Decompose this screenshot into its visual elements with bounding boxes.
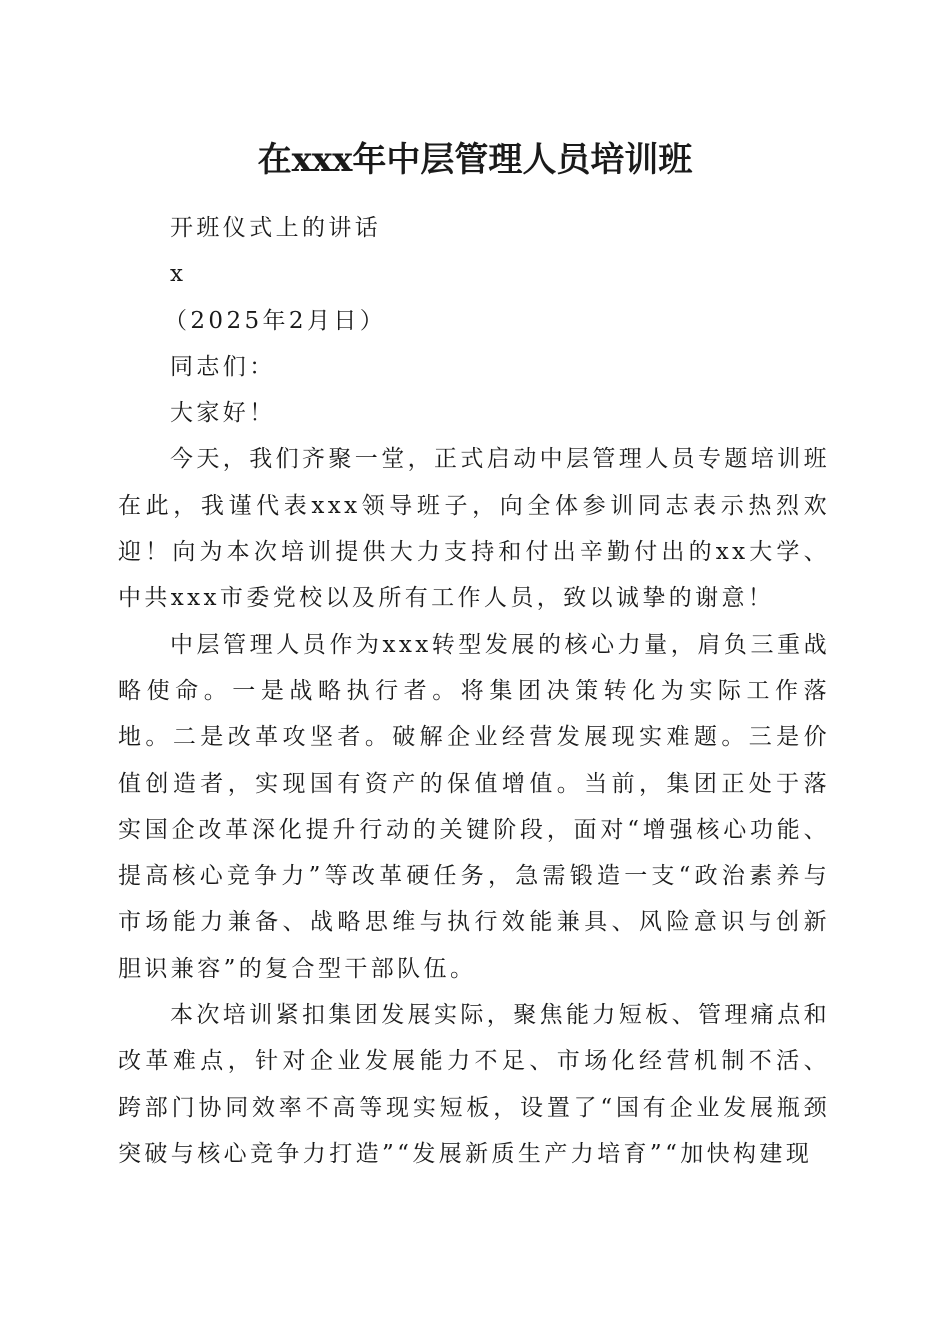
- document-body: [118, 205, 830, 1177]
- paragraph-opening: 今天，我们齐聚一堂，正式启动中层管理人员专题培训班在此，我谨代表xxx领导班子，向全体参训同志表示热烈欢迎！向为本次培训提供大力支持和付出辛勤付出的xx大学、中共xxx市委党校以及所有工作人员，致以诚挚的谢意！: [118, 446, 830, 612]
- document-subtitle: 开班仪式上的讲话: [170, 215, 382, 241]
- document-title: 在xxx年中层管理人员培训班: [257, 140, 693, 180]
- paragraph-mission: 中层管理人员作为xxx转型发展的核心力量，肩负三重战略使命。一是战略执行者。将集团决策转化为实际工作落地。二是改革攻坚者。破解企业经营发展现实难题。三是价值创造者，实现国有资产的保值增值。当前，集团正处于落实国企改革深化提升行动的关键阶段，面对“增强核心功能、提高核心竞争力”等改革硬任务，急需锻造一支“政治素养与市场能力兼备、战略思维与执行效能兼具、风险意识与创新胆识兼容”的复合型干部队伍。: [118, 631, 830, 982]
- speech-date: （2025年2月日）: [164, 307, 387, 334]
- salutation: 同志们：: [170, 353, 276, 380]
- paragraph-training: 本次培训紧扣集团发展实际，聚焦能力短板、管理痛点和改革难点，针对企业发展能力不足、市场化经营机制不活、跨部门协同效率不高等现实短板，设置了“国有企业发展瓶颈突破与核心竞争力打造”“发展新质生产力培育”“加快构建现: [118, 1002, 830, 1167]
- greeting: 大家好！: [170, 400, 276, 427]
- speaker-name: x: [170, 261, 187, 288]
